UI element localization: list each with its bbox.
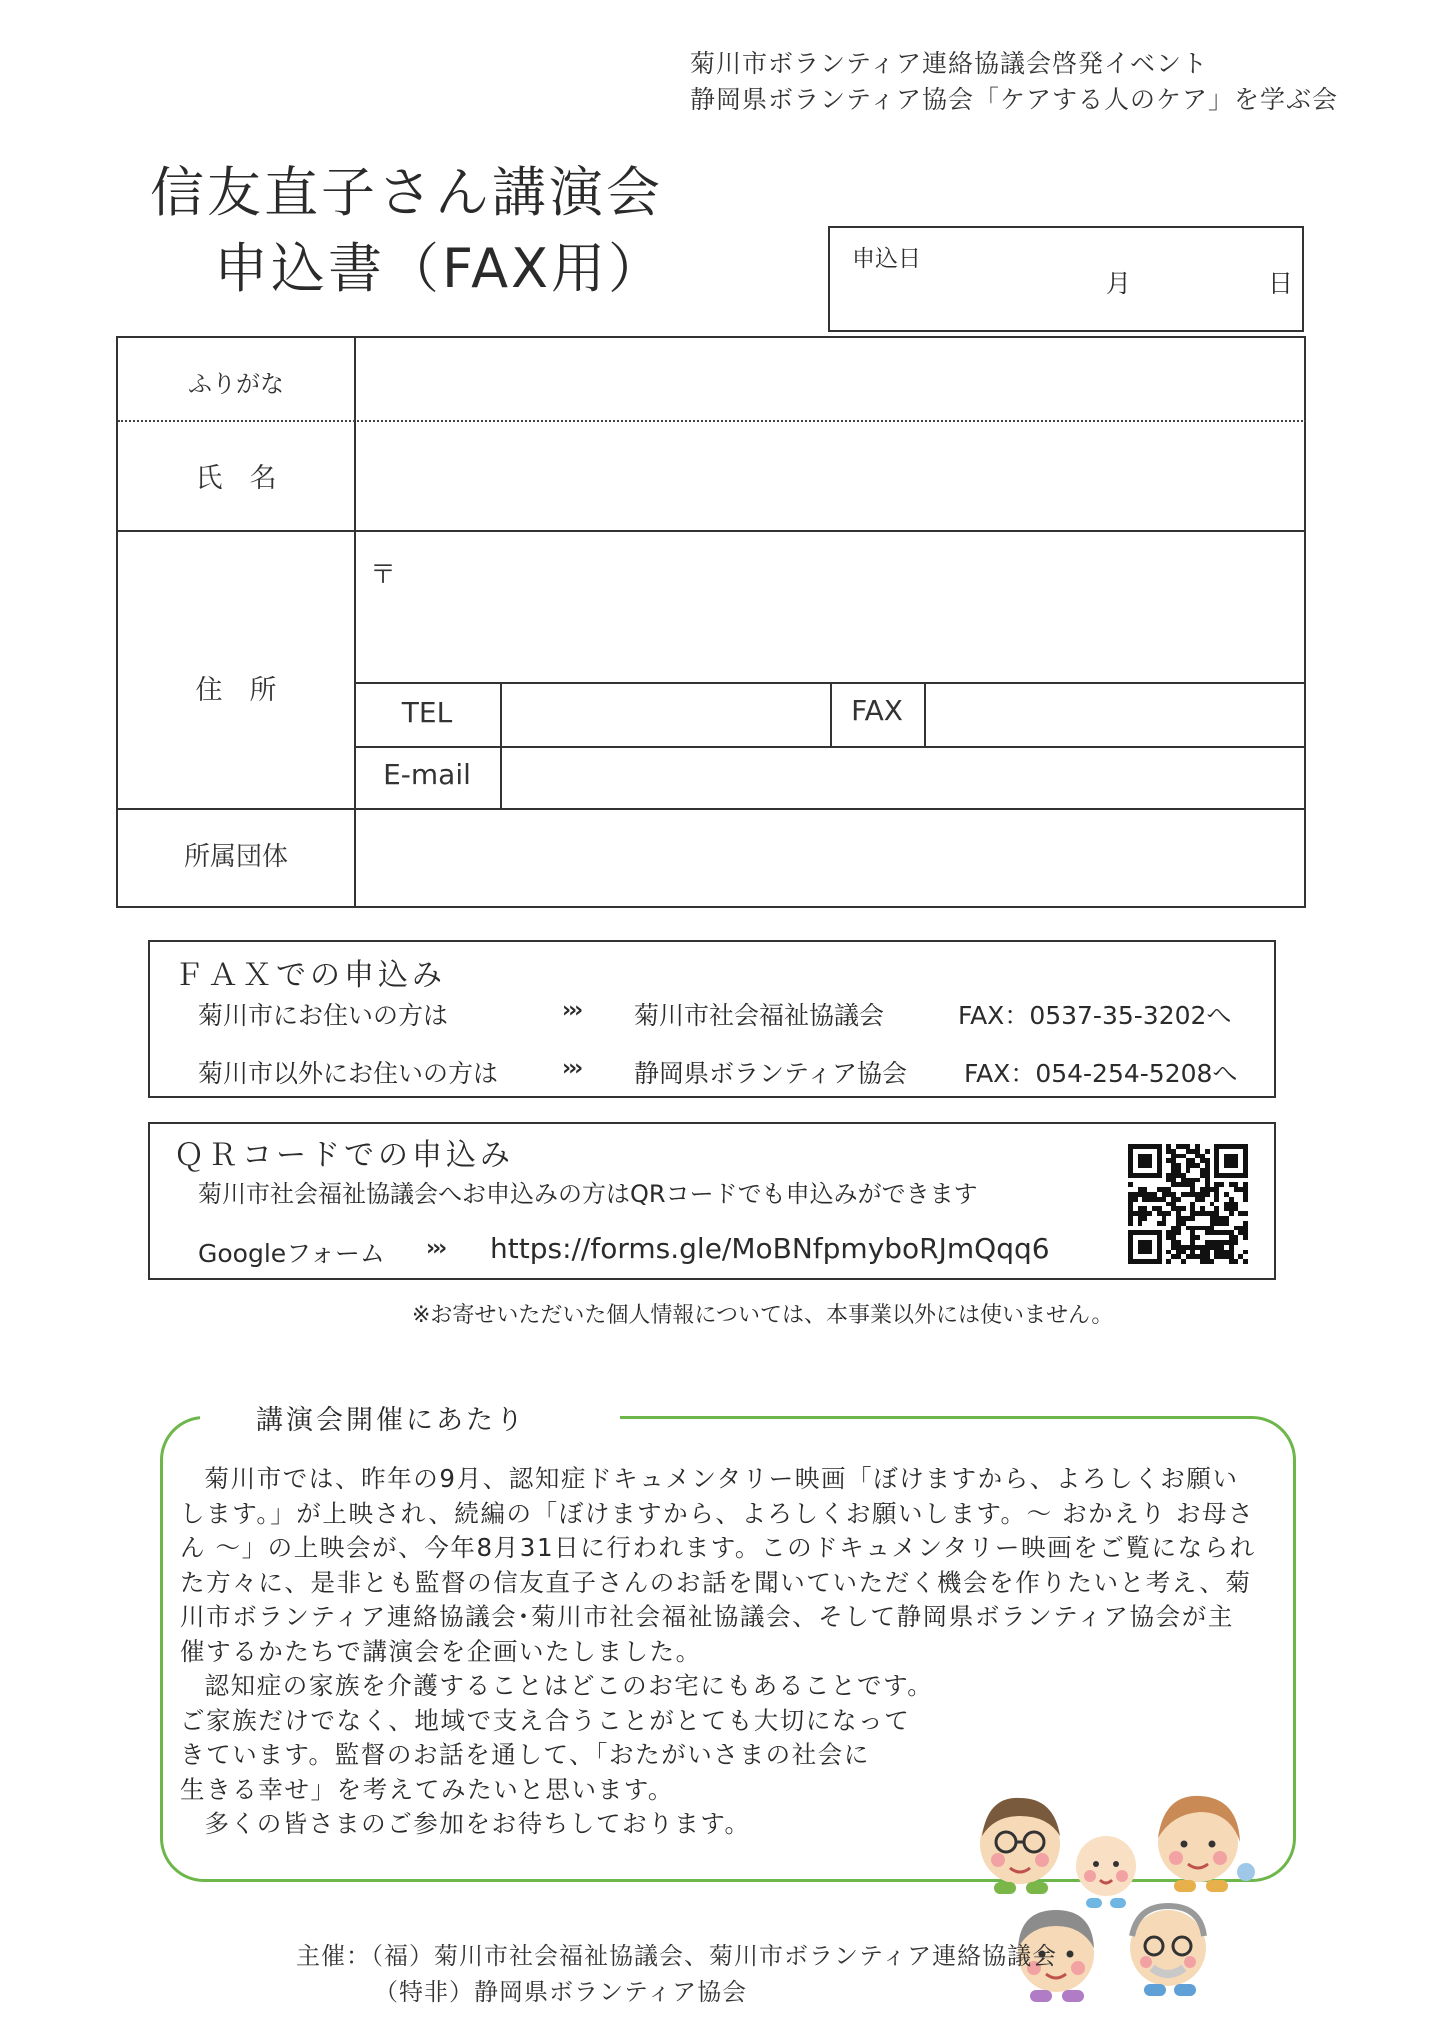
address-field[interactable] <box>356 532 1306 680</box>
fax-row-other-org: 静岡県ボランティア協会 <box>634 1059 908 1088</box>
qr-code-icon[interactable] <box>1128 1144 1248 1264</box>
dotted-divider <box>118 420 1306 422</box>
message-paragraph: 認知症の家族を介護することはどこのお宅にもあることです。 <box>204 1671 934 1700</box>
day-label: 日 <box>1268 269 1294 298</box>
family-illustration <box>968 1776 1268 2026</box>
fax-row-kikugawa-who: 菊川市にお住いの方は <box>198 1001 449 1030</box>
message-paragraph: 多くの皆さまのご参加をお待ちしております。 <box>204 1809 751 1838</box>
arrow-icon: ››› <box>562 1056 581 1081</box>
fax-row-kikugawa-org: 菊川市社会福祉協議会 <box>634 1001 885 1030</box>
organizer-line-1: 主催：（福）菊川市社会福祉協議会、菊川市ボランティア連絡協議会 <box>296 1942 1058 1970</box>
message-paragraph: 菊川市では、昨年の9月、認知症ドキュメンタリー映画「ぼけますから、よろしくお願いします。」が上映され、続編の「ぼけますから、よろしくお願いします。～ おかえり お母さん ～」の上映会が、今年8月31日に行われます。このドキュメンタリー映画をご覧になられた方々に、是非とも監督の信友直子さんのお話を聞いていただく機会を作りたいと考え、菊川市ボランティア連絡協議会･菊川市社会福祉協議会、そして静岡県ボランティア協会が主催するかたちで講演会を企画いたしました。 <box>180 1464 1256 1666</box>
arrow-icon: ››› <box>562 998 581 1023</box>
privacy-note: ※お寄せいただいた個人情報については、本事業以外には使いません。 <box>412 1303 1114 1328</box>
address-label: 住 所 <box>195 675 277 706</box>
fax-row-kikugawa-number: FAX：0537-35-3202へ <box>958 1001 1232 1030</box>
fax-section-title: ＦＡＸでの申込み <box>174 958 446 993</box>
postal-mark: 〒 <box>370 560 397 590</box>
google-form-label: Googleフォーム <box>198 1239 385 1268</box>
fax-row-other-who: 菊川市以外にお住いの方は <box>198 1059 499 1088</box>
page-title-sub: 申込書（FAX用） <box>214 237 666 300</box>
tel-field[interactable] <box>502 684 828 744</box>
tel-label: TEL <box>401 696 453 729</box>
organization-label: 所属団体 <box>183 842 288 872</box>
message-paragraph: 生きる幸せ」を考えてみたいと思います。 <box>180 1774 674 1804</box>
application-form <box>116 336 1306 908</box>
qr-application-box <box>148 1122 1276 1280</box>
furigana-label: ふりがな <box>188 370 284 398</box>
qr-section-title: ＱＲコードでの申込み <box>174 1138 514 1173</box>
application-date-box[interactable] <box>828 226 1304 332</box>
face-icon <box>1130 1906 1206 1996</box>
message-paragraph: きています。監督のお話を通して、「おたがいさまの社会に <box>180 1740 870 1769</box>
email-label: E-mail <box>383 758 471 791</box>
arrow-icon: ››› <box>426 1236 445 1261</box>
fax-application-box <box>148 940 1276 1098</box>
organization-field[interactable] <box>356 810 1306 906</box>
month-label: 月 <box>1106 269 1132 298</box>
email-field[interactable] <box>502 748 1306 806</box>
qr-description: 菊川市社会福祉協議会へお申込みの方はQRコードでも申込みができます <box>198 1180 978 1208</box>
event-subtitle-2: 静岡県ボランティア協会「ケアする人のケア」を学ぶ会 <box>690 85 1339 114</box>
google-form-url[interactable]: https://forms.gle/MoBNfpmyboRJmQqq6 <box>490 1232 1050 1265</box>
page-title: 信友直子さん講演会 <box>150 161 663 224</box>
face-icon <box>1158 1796 1255 1892</box>
face-icon <box>1076 1836 1136 1908</box>
furigana-field[interactable] <box>356 340 1306 418</box>
fax-row-other-number: FAX：054-254-5208へ <box>964 1059 1238 1088</box>
name-field[interactable] <box>356 424 1306 528</box>
date-label: 申込日 <box>852 246 921 272</box>
name-label: 氏 名 <box>195 463 277 494</box>
face-icon <box>980 1798 1060 1894</box>
organizer-line-2: （特非）静岡県ボランティア協会 <box>374 1978 748 2006</box>
fax-label: FAX <box>851 694 903 727</box>
message-paragraph: ご家族だけでなく、地域で支え合うことがとても大切になって <box>180 1705 911 1735</box>
fax-field[interactable] <box>926 684 1306 744</box>
event-subtitle-1: 菊川市ボランティア連絡協議会啓発イベント <box>690 49 1209 78</box>
message-title: 講演会開催にあたり <box>256 1405 526 1436</box>
